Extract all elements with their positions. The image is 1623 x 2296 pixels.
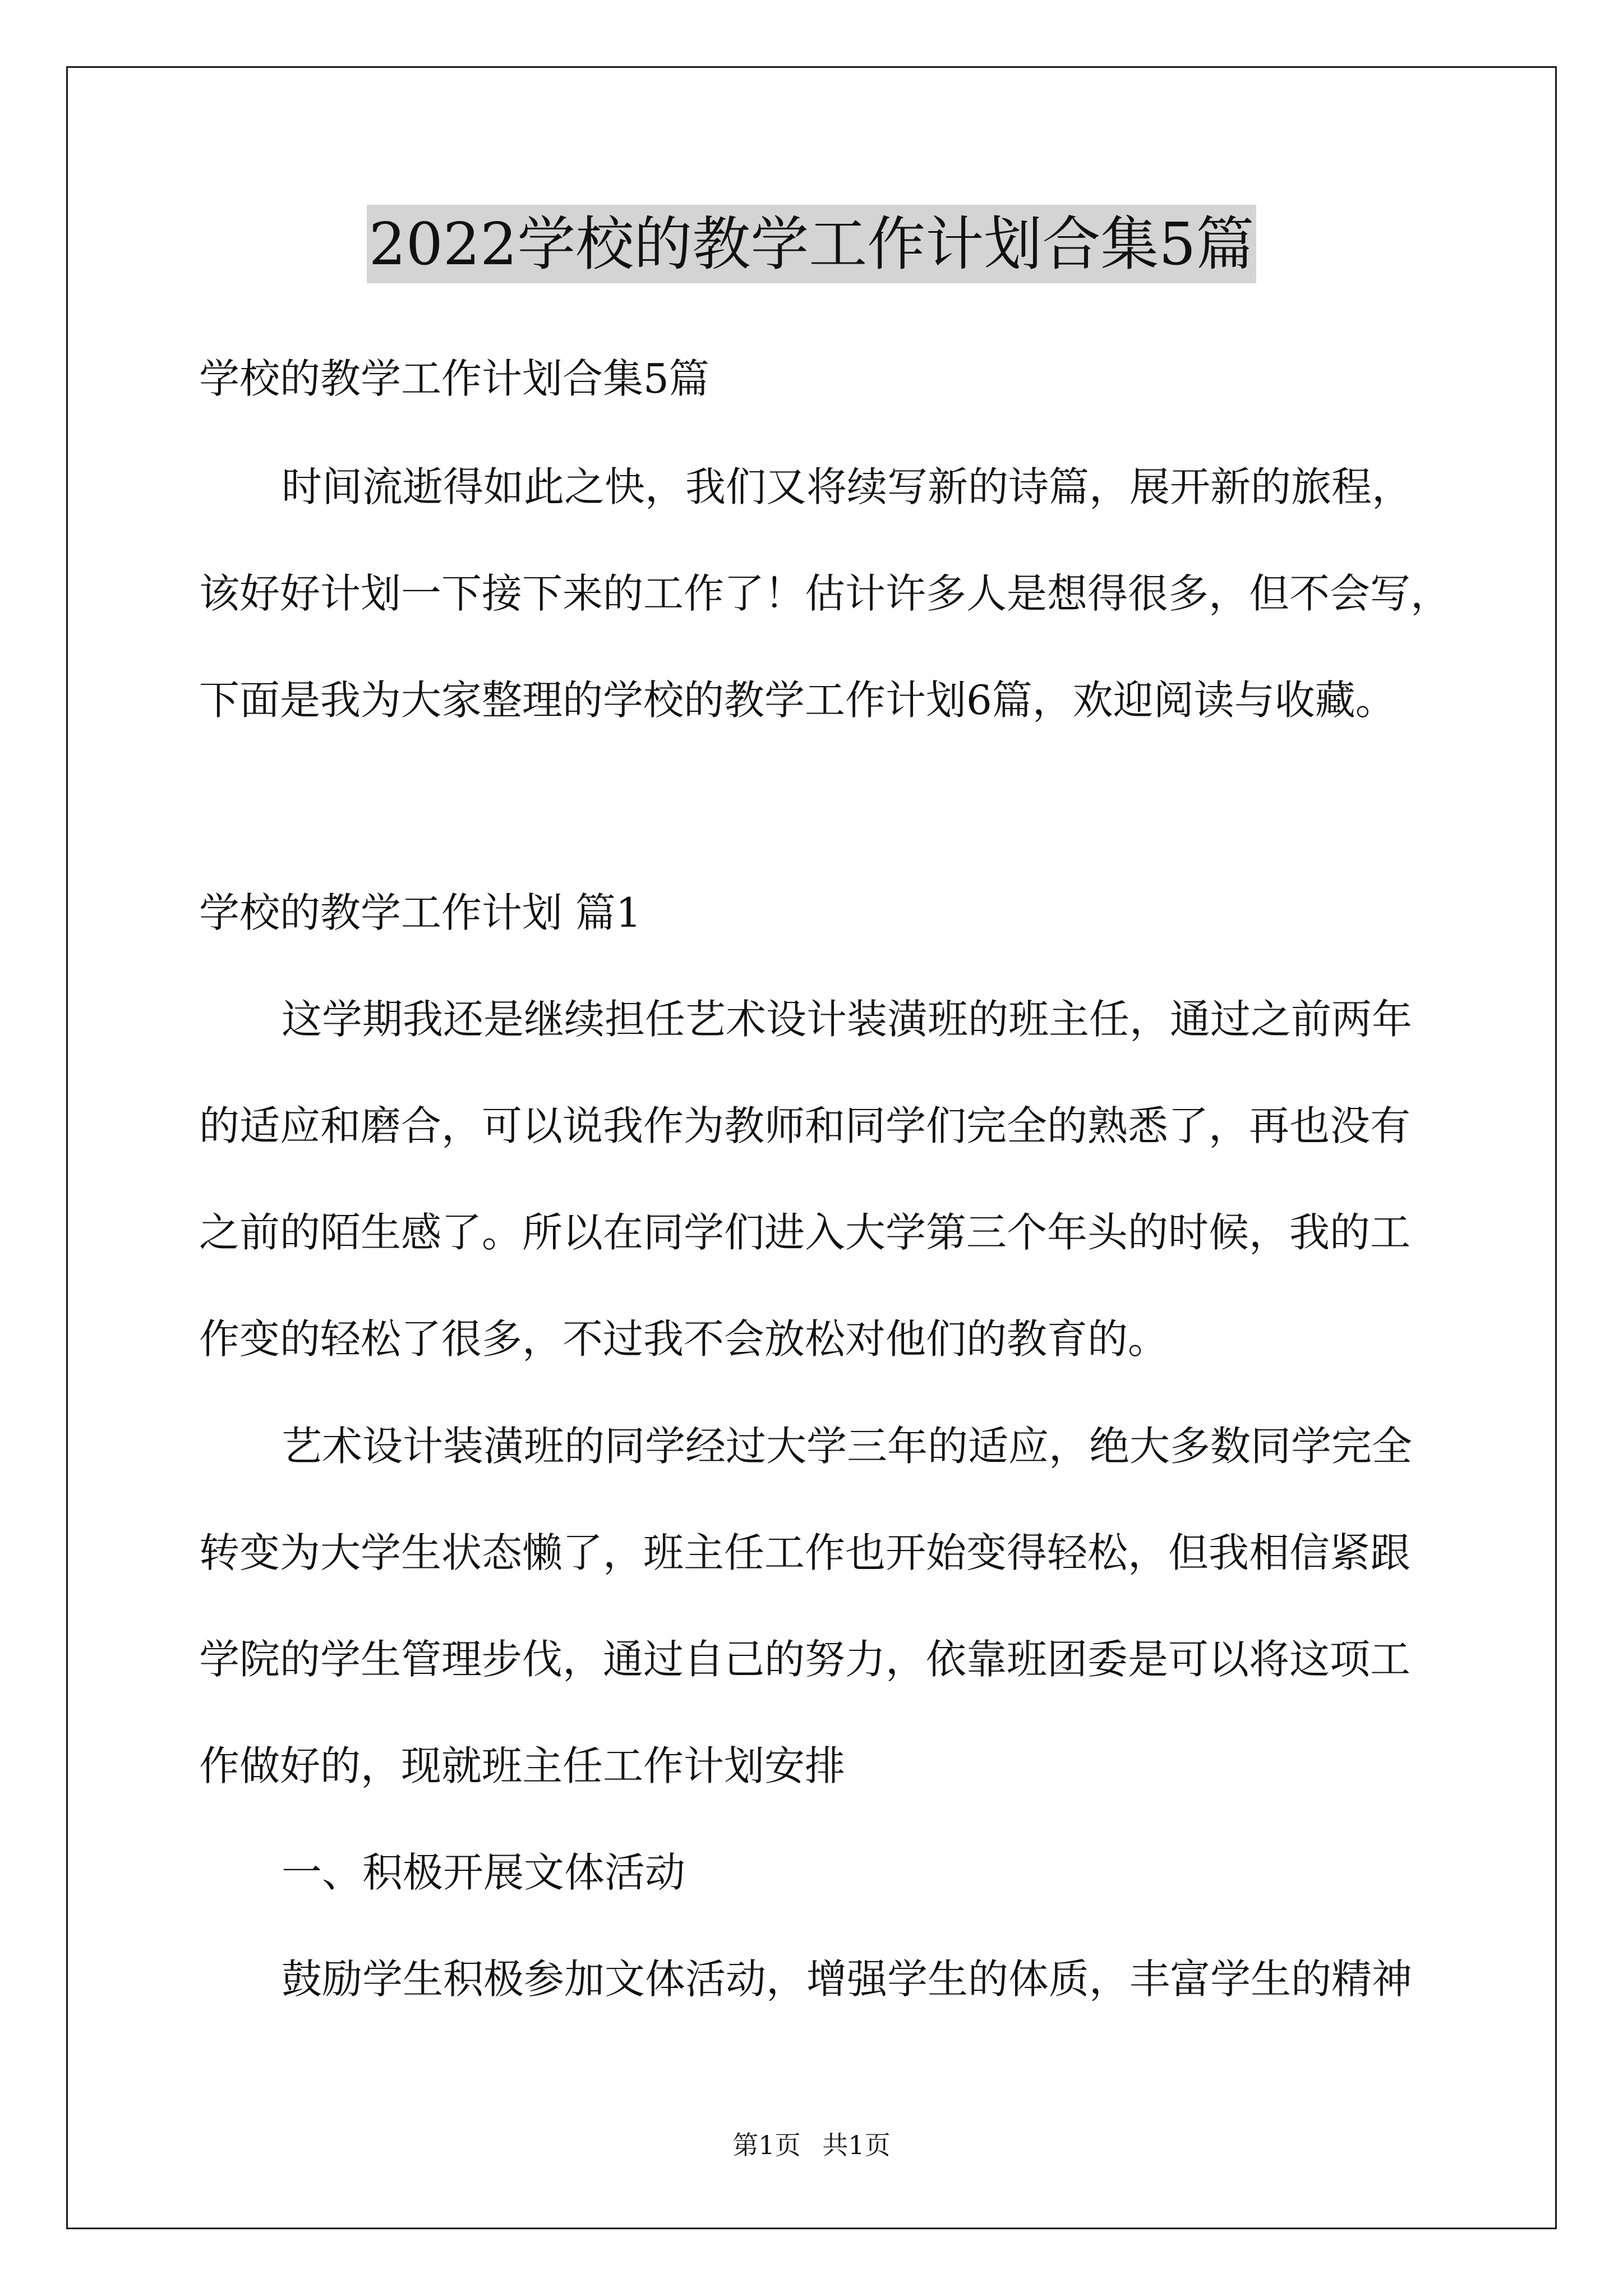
document-subtitle: 学校的教学工作计划合集5篇 [199, 355, 709, 402]
title-container [0, 205, 1623, 283]
paragraph1-line-4: 作变的轻松了很多，不过我不会放松对他们的教育的。 [199, 1315, 1169, 1363]
intro-line-2: 该好好计划一下接下来的工作了！估计许多人是想得很多，但不会写， [199, 570, 1451, 617]
paragraph3-line-1: 鼓励学生积极参加文体活动，增强学生的体质，丰富学生的精神 [282, 1955, 1413, 2003]
intro-line-1: 时间流逝得如此之快，我们又将续写新的诗篇，展开新的旅程， [282, 463, 1413, 510]
page-number: 第1页 [732, 2130, 801, 2160]
paragraph2-line-1: 艺术设计装潢班的同学经过大学三年的适应，绝大多数同学完全 [282, 1423, 1413, 1470]
document-title: 2022学校的教学工作计划合集5篇 [367, 205, 1257, 283]
intro-line-3: 下面是我为大家整理的学校的教学工作计划6篇，欢迎阅读与收藏。 [199, 677, 1396, 724]
paragraph2-line-4: 作做好的，现就班主任工作计划安排 [199, 1742, 846, 1789]
paragraph1-line-3: 之前的陌生感了。所以在同学们进入大学第三个年头的时候，我的工 [199, 1209, 1411, 1256]
paragraph1-line-1: 这学期我还是继续担任艺术设计装潢班的班主任，通过之前两年 [282, 996, 1413, 1043]
paragraph2-line-3: 学院的学生管理步伐，通过自己的努力，依靠班团委是可以将这项工 [199, 1636, 1411, 1683]
paragraph2-line-2: 转变为大学生状态懒了，班主任工作也开始变得轻松，但我相信紧跟 [199, 1529, 1411, 1576]
subheading: 一、积极开展文体活动 [282, 1849, 686, 1896]
paragraph1-line-2: 的适应和磨合，可以说我作为教师和同学们完全的熟悉了，再也没有 [199, 1102, 1411, 1149]
section-heading: 学校的教学工作计划 篇1 [199, 889, 642, 936]
page-footer [0, 2128, 1623, 2162]
page-total: 共1页 [822, 2130, 891, 2160]
